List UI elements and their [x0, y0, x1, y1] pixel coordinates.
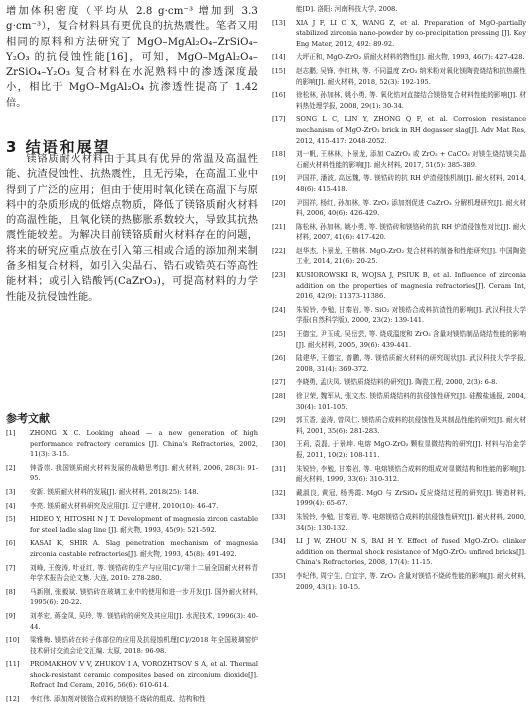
- reference-text: 朱锐铃, 李勉, 甘秦岩, 等. SiO₂ 对镁锆合成料抗渣性的影响[J]. 武汉科技大学学报(自然科学版), 2000, 23(2): 139-141.: [296, 305, 526, 325]
- reference-number: [27]: [272, 378, 286, 387]
- reference-item: [272, 222, 526, 243]
- reference-number: [12]: [6, 695, 20, 704]
- reference-number: [21]: [272, 222, 286, 231]
- reference-number: [23]: [272, 271, 286, 280]
- reference-item: [6, 487, 258, 498]
- reference-text: 徐松林, 孙加林, 姚小勇, 等. 氧化锆对直接结合镁铬复合材料性能的影响[J]. 材料热处理学报, 2008, 29(1): 30-34.: [296, 91, 526, 110]
- reference-number: [7]: [6, 563, 16, 572]
- reference-number: [28]: [272, 392, 286, 400]
- reference-item: [272, 66, 526, 87]
- reference-number: [1]: [6, 429, 16, 437]
- reference-text: 钟香崇. 我国镁质耐火材料发展的战略思考[J]. 耐火材料, 2006, 28(3): 91-95.: [30, 463, 258, 483]
- reference-text: 尹国祥, 杨红, 孙加林, 等. ZrO₂ 添加剂促进 CaZrO₃ 分解机理研究[J]. 耐火材料, 2006, 40(6): 426-429.: [296, 198, 526, 218]
- reference-number: [19]: [272, 174, 286, 183]
- reference-text: 郭玉香, 姜涛, 曾凤仁. 镁锆质合成料的抗侵蚀性及其制品性能的研究[J]. 耐火材料, 2001, 35(6): 281-283.: [296, 416, 526, 435]
- reference-item: [272, 114, 526, 146]
- reference-text: 马新刚, 张毅斌. 镁锆砖在玻璃工业中的使用和进一步开发[J]. 国外耐火材料, 1995(6): 20-22.: [30, 587, 258, 607]
- reference-text: 大坪正和, MgO-ZrO₂ 质耐火材料的物性[J]. 耐火物, 1993, 46(7): 427-428.: [296, 53, 525, 62]
- reference-text: 刘孝宏, 蒋金凤, 吴玲, 等. 镁锆砖的研究及其应用[J]. 水泥技术, 1996(3): 40-44.: [30, 611, 258, 631]
- reference-text: HIDEO Y, HITOSHI N J T. Development of magnesia zircon castable for steel ladle slag line [J]. 耐火物, 1993, 45(9): 521-592.: [30, 515, 258, 534]
- reference-number: [33]: [272, 512, 286, 521]
- reference-item: [272, 149, 526, 170]
- reference-item: [272, 52, 526, 63]
- section-title: 3 结语和展望: [6, 138, 111, 156]
- reference-number: [13]: [272, 18, 286, 27]
- reference-text: 刘一帆, 王林林, 卜景龙, 添加 CaZrO₃ 或 ZrO₂ + CaCO₃ 对镁生烧结镁尖晶石耐火材料性能的影响[J]. 耐火材料, 2017, 51(5): 385-389.: [296, 150, 526, 169]
- reference-number: [3]: [6, 487, 16, 496]
- reference-text: LI J W, ZHOU N S, BAI H Y. Effect of fused MgO-ZrO₂ clinker addition on thermal shock resistance of MgO-ZrO₂ unfired bricks[J]. China's Refractories, 2008, 17(4): 11-15.: [296, 537, 526, 567]
- reference-number: [22]: [272, 246, 286, 255]
- right-reference-list: [272, 4, 526, 595]
- reference-number: [17]: [272, 115, 286, 124]
- reference-text: 赵志鹏, 吴锋, 李红林, 等. 不同温度 ZrO₂ 纳米粉对氧化镁陶瓷烧结和抗热震性的影响[J]. 耐火材料, 2018, 52(3): 192-195.: [296, 66, 526, 86]
- reference-number: [30]: [272, 440, 286, 449]
- reference-item: [6, 463, 258, 484]
- reference-item: [6, 659, 258, 691]
- reference-item: [272, 536, 526, 568]
- reference-number: [24]: [272, 305, 286, 314]
- reference-number: [25]: [272, 330, 286, 339]
- reference-text: 安新. 镁质耐火材料的发展[J]. 耐火材料, 2018(25): 148.: [30, 487, 199, 496]
- reference-item: [272, 4, 526, 15]
- reference-item: [272, 329, 526, 350]
- reference-text: 李纪伟, 周宁生, 白宜宇, 等. ZrO₂ 含量对镁锆不烧砖性能的影响[J]. 耐火材料, 2009, 43(1): 10-15.: [296, 571, 526, 591]
- reference-item: [272, 353, 526, 374]
- reference-text: 梁雅梅. 镁锆砖在转子体部位的应用及抗侵蚀机理[C]//2018 年全国玻璃窑炉技术研讨交流会论文汇编. 太原, 2018: 96-98.: [30, 636, 258, 655]
- reference-item: [272, 439, 526, 460]
- reference-number: [11]: [6, 660, 20, 669]
- reference-item: [6, 428, 258, 460]
- reference-item: [6, 587, 258, 608]
- reference-text: 王莉, 袁磊, 于景坤. 电熔 MgO-ZrO₂ 颗粒显微结构的研究[J]. 材料与冶金学报, 2011, 10(2): 108-111.: [296, 440, 526, 459]
- reference-number: [2]: [6, 463, 16, 472]
- reference-text: PROMAKHOV V V, ZHUKOV I A, VOROZHTSOV S A, et al. Thermal shock-resistant ceramic composites based on zirconium dioxide[J]. Refract Ind Ceram, 2016, 56(6): 610-614.: [30, 660, 258, 690]
- reference-item: [272, 571, 526, 592]
- reference-item: [272, 415, 526, 436]
- reference-item: [272, 198, 526, 219]
- reference-item: [6, 635, 258, 656]
- reference-number: [26]: [272, 354, 286, 363]
- reference-item: [6, 514, 258, 535]
- reference-number: [35]: [272, 571, 286, 580]
- reference-number: [15]: [272, 66, 286, 75]
- reference-number: [10]: [6, 636, 20, 645]
- reference-text: 陆建华, 王德宝, 普鹏, 等. 镁锆质耐火材料的研究现状[J]. 武汉科技大学学报, 2008, 31(4): 369-372.: [296, 354, 526, 373]
- reference-text: 尹国祥, 潘波, 高远魏, 等. 镁锆砖的抗 RH 炉渣侵蚀机制[J]. 耐火材料, 2014, 48(6): 415-418.: [296, 174, 526, 193]
- reference-text: XIA J F, LI C X, WANG Z, et al. Preparation of MgO-partially stabilized zirconia nano-powder by co-precipitation pressing [J]. Key Eng Mater, 2012, 492: 89-92.: [296, 18, 526, 48]
- reference-text: 王德宝, 尹玉成, 吴岳芸, 等. 烧成温度和 ZrO₂ 含量对镁锆制品烧结性能的影响[J]. 耐火材料, 2005, 39(6): 439-441.: [296, 330, 526, 349]
- reference-number: [34]: [272, 537, 286, 546]
- reference-number: [20]: [272, 198, 286, 207]
- reference-text: 李红伟. 添加剂对镁铬合成料的镁铬不烧砖的组成、结构和性: [30, 695, 206, 704]
- reference-item: [272, 246, 526, 267]
- reference-item: [272, 488, 526, 509]
- reference-item: [6, 538, 258, 559]
- right-column: [272, 0, 530, 638]
- reference-item: [6, 501, 258, 512]
- reference-text: 徐卫荣, 魏军从, 张文杰. 镁锆质烧结料的抗侵蚀性研究[J]. 硅酸盐通报, 2004, 30(4): 101-105.: [296, 392, 526, 411]
- reference-number: [18]: [272, 150, 286, 159]
- reference-item: [6, 611, 258, 632]
- reference-item: [272, 391, 526, 412]
- reference-text: KASAI K, SHIR A. Slag penetration mechanism of magnesia zirconia castable refractories[J]. 耐火物, 1993, 45(8): 491-492.: [30, 539, 258, 558]
- reference-item: [272, 18, 526, 50]
- reference-text: 刘峰, 王俊涛, 叶亚红, 等. 镁锆砖的生产与应用[C]//第十二届全国耐火材料青年学术报告会论文集. 大连, 2010: 278-280.: [30, 563, 258, 583]
- reference-item: [6, 563, 258, 584]
- reference-number: [32]: [272, 488, 286, 497]
- reference-item: [272, 305, 526, 326]
- reference-text: 朱锐铃, 李勉, 甘秦岩, 等. 电熔镁锆合成料的组成对显微结构和性能的影响[J]. 耐火材料, 1999, 33(6): 310-312.: [296, 464, 526, 484]
- references-title: 参考文献: [6, 412, 50, 425]
- left-reference-list: [6, 428, 258, 708]
- reference-number: [5]: [6, 515, 16, 524]
- reference-text: 李亮. 镁质耐火材料研究及应用[J]. 辽宁建材, 2010(10): 46-47.: [30, 501, 219, 510]
- reference-item: [272, 512, 526, 533]
- reference-text: 戴淑良, 黄冠, 杨秀霞. MgO 与 ZrSiO₄ 反应烧结过程的研究[J]. 铸造材料, 1999(4): 65-67.: [296, 488, 526, 508]
- reference-number: [9]: [6, 611, 16, 620]
- reference-item: [272, 90, 526, 111]
- reference-text: 李晓勇, 孟庆凤. 镁锆质烧结料的研究[J]. 陶瓷工程, 2000, 2(3): 6-8.: [296, 378, 498, 387]
- reference-number: [29]: [272, 416, 286, 425]
- reference-item: [272, 270, 526, 302]
- reference-item: [272, 173, 526, 194]
- reference-text: 能[D]. 洛阳: 河南科技大学, 2008.: [296, 5, 398, 13]
- reference-number: [4]: [6, 501, 16, 510]
- reference-text: 朱锐铃, 李勉, 甘秦岩, 等. 电熔镁锆合成料的抗侵蚀性研究[J]. 耐火材料, 2000, 34(5): 130-132.: [296, 512, 526, 532]
- reference-text: KUSIOROWSKI R, WOJSA J, PSIUK B, et al. Influence of zirconia addition on the properties of magnesia refractories[J]. Ceram Int, 2016, 42(9): 11373-11386.: [296, 271, 526, 301]
- reference-number: [8]: [6, 587, 16, 596]
- reference-item: [272, 464, 526, 485]
- reference-item: [272, 377, 526, 388]
- intro-paragraph: 增加体积密度（平均从 2.8 g·cm⁻³ 增加到 3.3 g·cm⁻³），复合材料具有更优良的抗热震性。笔者又用相同的原料和方法研究了 MgO–MgAl₂O₄–ZrSiO₄–Y₂O₃ 的抗侵蚀性能[16]，可知，MgO–MgAl₂O₄–ZrSiO₄–Y₂O₃ 复合材料在水泥熟料中的渗透深度最小，相比于 MgO–MgAl₂O₄ 抗渗透性提高了 1.42 倍。: [6, 6, 258, 109]
- reference-number: [14]: [272, 53, 286, 62]
- reference-number: [31]: [272, 464, 286, 473]
- reference-text: 陈松林, 孙加林, 姚小勇, 等. 镁锆砖和镁铬砖的抗 RH 炉渣侵蚀性对比[J]. 耐火材料, 2007, 41(6): 417-420.: [296, 222, 526, 242]
- reference-text: ZHONG X C. Looking ahead — a new generation of high performance refractory ceramics [J]. China's Refractories, 2002, 11(3): 3-15.: [30, 429, 258, 459]
- reference-number: [6]: [6, 539, 16, 548]
- reference-text: SONG L C, LIN Y, ZHONG Q F, et al. Corrosion resistance mechanism of MgO-ZrO₂ brick in RH degasser slag[J]. Adv Mat Res, 2012, 415-417: 2048-2052.: [296, 115, 526, 145]
- reference-number: [16]: [272, 91, 286, 100]
- section-paragraph: 镁铬质耐火材料由于其具有优异的常温及高温性能、抗渣侵蚀性、抗热震性，且无污染，在高温工业中得到了广泛的应用；但由于使用时氧化镁在高温下与原料中的杂质形成的低熔点物质，降低了镁铬质耐火材料的高温性能，且氧化镁的热膨胀系数较大，导致其抗热震性能较差。为解决目前镁铬质耐火材料存在的问题，将来的研究应重点放在引入第三相或合适的添加剂来制备多相复合材料，如引入尖晶石、锆石或锆英石等高性能材料；或引入锆酸钙(CaZrO₃)，可提高材料的力学性能及抗侵蚀性能。: [6, 154, 258, 303]
- left-column: [0, 0, 264, 704]
- reference-text: 赵华杰, 卜景龙, 王榕林. MgO-ZrO₂ 复合材料的制备和性能研究[J]. 中国陶瓷工业, 2014, 21(6): 20-25.: [296, 246, 526, 266]
- reference-item: [6, 694, 258, 705]
